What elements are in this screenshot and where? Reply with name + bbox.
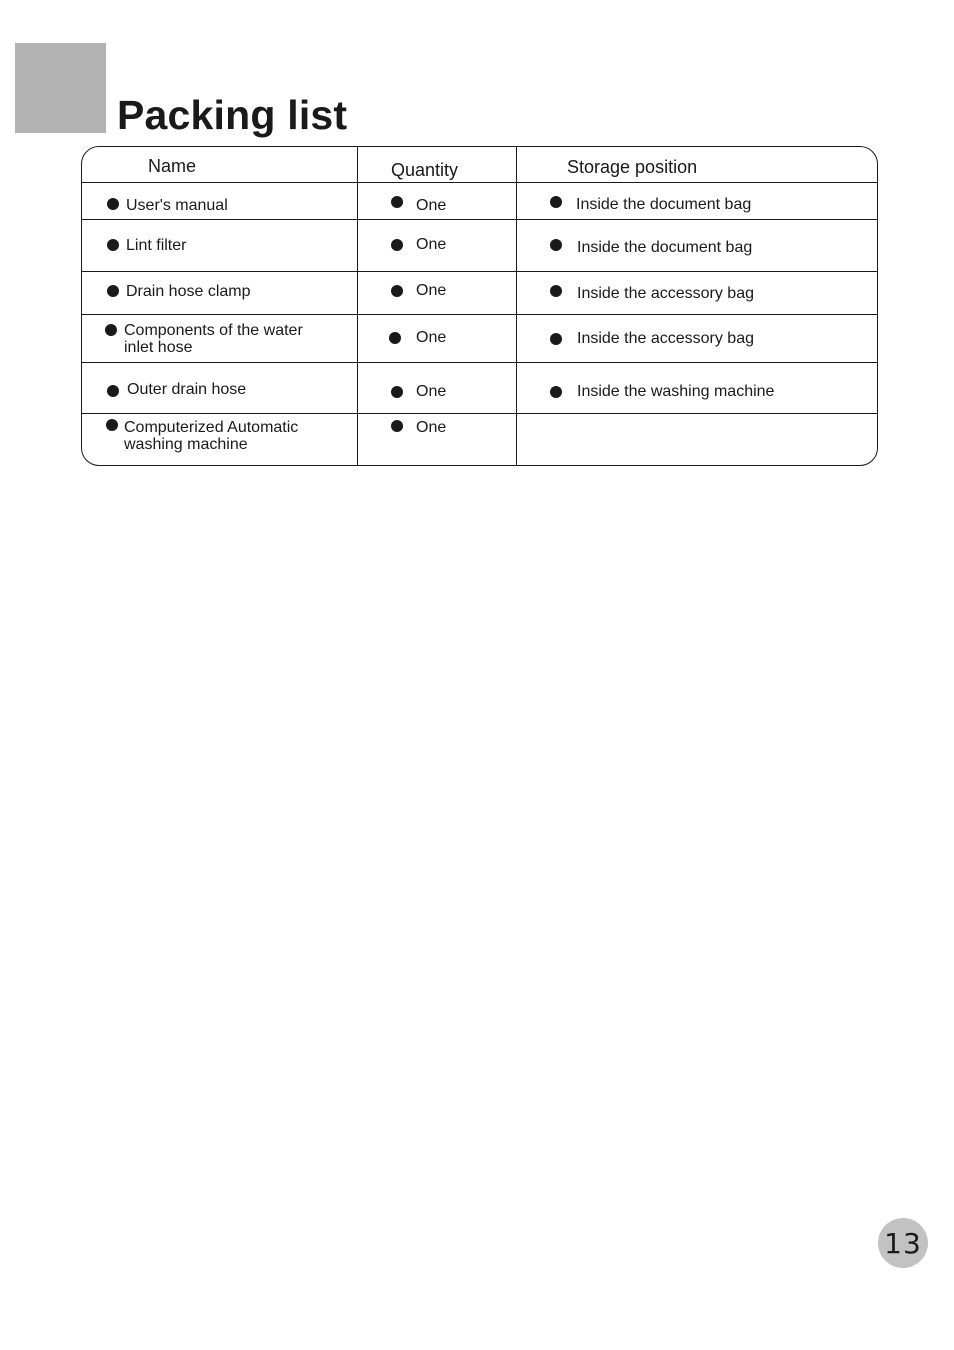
bullet-icon xyxy=(107,385,119,397)
bullet-icon xyxy=(391,285,403,297)
item-storage: Inside the accessory bag xyxy=(577,330,754,347)
bullet-icon xyxy=(107,198,119,210)
bullet-icon xyxy=(389,332,401,344)
table-divider xyxy=(357,147,358,465)
bullet-icon xyxy=(550,386,562,398)
table-divider xyxy=(82,182,877,183)
item-quantity: One xyxy=(416,329,447,346)
bullet-icon xyxy=(106,419,118,431)
packing-table xyxy=(81,146,878,466)
item-storage: Inside the document bag xyxy=(577,239,753,256)
bullet-icon xyxy=(550,196,562,208)
item-name-line2: inlet hose xyxy=(124,339,193,356)
bullet-icon xyxy=(550,239,562,251)
table-divider xyxy=(82,314,877,315)
header-quantity: Quantity xyxy=(391,160,459,180)
bullet-icon xyxy=(391,420,403,432)
page-number-badge xyxy=(878,1218,928,1268)
bullet-icon xyxy=(391,239,403,251)
item-quantity: One xyxy=(416,419,447,436)
corner-decoration xyxy=(15,43,106,133)
bullet-icon xyxy=(107,239,119,251)
item-name: Components of the water xyxy=(124,322,303,339)
item-storage: Inside the accessory bag xyxy=(577,285,754,302)
bullet-icon xyxy=(391,196,403,208)
item-storage: Inside the document bag xyxy=(576,196,752,213)
bullet-icon xyxy=(550,285,562,297)
bullet-icon xyxy=(107,285,119,297)
item-quantity: One xyxy=(416,197,447,214)
item-quantity: One xyxy=(416,383,447,400)
header-name: Name xyxy=(148,156,197,176)
item-name: Computerized Automatic xyxy=(124,419,299,436)
item-quantity: One xyxy=(416,236,447,253)
item-name: Lint filter xyxy=(126,237,187,254)
item-name: Outer drain hose xyxy=(127,381,247,398)
table-divider xyxy=(516,147,517,465)
table-divider xyxy=(82,413,877,414)
header-storage: Storage position xyxy=(567,157,698,177)
item-name: User's manual xyxy=(126,197,228,214)
item-name: Drain hose clamp xyxy=(126,283,251,300)
bullet-icon xyxy=(550,333,562,345)
page-title: Packing list xyxy=(117,92,348,138)
table-divider xyxy=(82,219,877,220)
item-quantity: One xyxy=(416,282,447,299)
table-divider xyxy=(82,271,877,272)
table-divider xyxy=(82,362,877,363)
page-number: 13 xyxy=(884,1226,922,1260)
item-name-line2: washing machine xyxy=(124,436,248,453)
bullet-icon xyxy=(105,324,117,336)
bullet-icon xyxy=(391,386,403,398)
item-storage: Inside the washing machine xyxy=(577,383,775,400)
